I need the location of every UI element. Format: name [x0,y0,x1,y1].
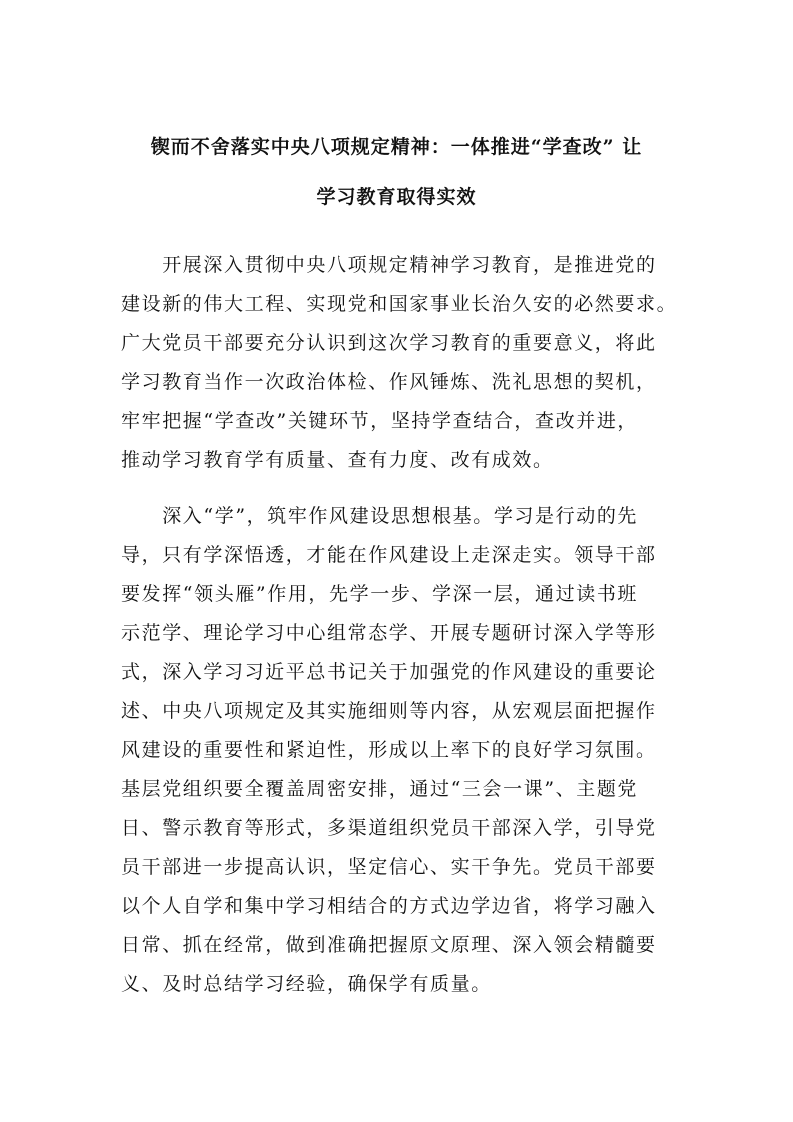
body-line: 风建设的重要性和紧迫性，形成以上率下的良好学习氛围。 [121,739,657,761]
document-title-line-2: 学习教育取得实效 [316,186,477,208]
document-title-line-1: 锲而不舍落实中央八项规定精神：一体推进“学查改” 让 [150,136,643,158]
body-line: 示范学、理论学习中心组常态学、开展专题研讨深入学等形 [121,622,657,644]
body-line: 日、警示教育等形式，多渠道组织党员干部深入学，引导党 [121,817,657,839]
body-line: 式，深入学习习近平总书记关于加强党的作风建设的重要论 [121,661,657,683]
body-line: 牢牢把握“学查改”关键环节，坚持学查结合，查改并进， [121,410,639,432]
body-line: 推动学习教育学有质量、查有力度、改有成效。 [121,449,554,471]
body-line: 广大党员干部要充分认识到这次学习教育的重要意义，将此 [121,332,657,354]
body-line: 建设新的伟大工程、实现党和国家事业长治久安的必然要求。 [121,293,678,315]
body-line: 员干部进一步提高认识，坚定信心、实干争先。党员干部要 [121,856,657,878]
body-line: 以个人自学和集中学习相结合的方式边学边省，将学习融入 [121,895,657,917]
body-line: 日常、抓在经常，做到准确把握原文原理、深入领会精髓要 [121,934,657,956]
body-line: 基层党组织要全覆盖周密安排，通过“三会一课”、主题党 [121,778,639,800]
body-line: 义、及时总结学习经验，确保学有质量。 [121,973,492,995]
body-line: 开展深入贯彻中央八项规定精神学习教育，是推进党的 [121,254,657,276]
body-line: 述、中央八项规定及其实施细则等内容，从宏观层面把握作 [121,700,657,722]
body-line: 学习教育当作一次政治体检、作风锤炼、洗礼思想的契机， [121,371,657,393]
body-line: 导，只有学深悟透，才能在作风建设上走深走实。领导干部 [121,544,657,566]
body-line: 要发挥“领头雁”作用，先学一步、学深一层，通过读书班 [121,583,639,605]
body-line: 深入“学”，筑牢作风建设思想根基。学习是行动的先 [121,505,639,527]
